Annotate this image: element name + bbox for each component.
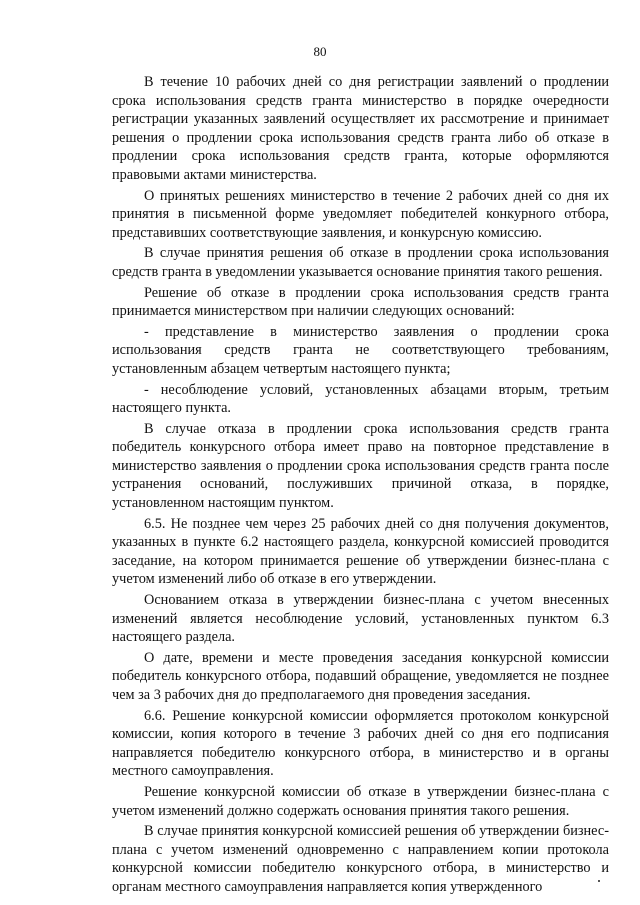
paragraph: В случае принятия решения об отказе в продлении срока использования средств гранта в уведомлении указывается основание принятия такого решения.: [112, 245, 609, 280]
paragraph: Решение конкурсной комиссии об отказе в утверждении бизнес-плана с учетом изменений должно содержать основания принятия такого решения.: [112, 783, 609, 819]
paragraph: Основанием отказа в утверждении бизнес-плана с учетом внесенных изменений является несоблюдение условий, установленных пунктом 6.3 настоящего раздела.: [112, 592, 609, 646]
page-number: 80: [313, 44, 327, 59]
paragraph: В случае отказа в продлении срока использования средств гранта победитель конкурсного отбора имеет право на повторное представление в министерство заявления о продлении срока использования средств гранта после устранения оснований, послуживших причиной отказа, в порядке, установленном настоящим пунктом.: [112, 420, 609, 512]
list-item: - представление в министерство заявления о продлении срока использования средств гранта не соответствующего требованиям, установленным абзацем четвертым настоящего пункта;: [112, 323, 609, 377]
list-item: - несоблюдение условий, установленных абзацами вторым, третьим настоящего пункта.: [112, 381, 609, 417]
paragraph: Решение об отказе в продлении срока использования средств гранта принимается министерством при наличии следующих оснований:: [112, 284, 609, 320]
paragraph: О дате, времени и месте проведения заседания конкурсной комиссии победитель конкурсного отбора, подавший обращение, уведомляется не позднее чем за 3 рабочих дня до предполагаемого дня проведения заседания.: [112, 649, 609, 703]
paragraph: 6.6. Решение конкурсной комиссии оформляется протоколом конкурсной комиссии, копия которого в течение 3 рабочих дней со дня его подписания направляется победителю конкурсного отбора, в министерство и в органы местного самоуправления.: [112, 707, 609, 780]
scan-speck: [598, 880, 600, 882]
document-body: [112, 73, 609, 899]
paragraph: О принятых решениях министерство в течение 2 рабочих дней со дня их принятия в письменной форме уведомляет победителей конкурного отбора, представивших соответствующие заявления, и конкурсную комиссию.: [112, 187, 609, 241]
paragraph: В течение 10 рабочих дней со дня регистрации заявлений о продлении срока использования средств гранта министерство в порядке очередности регистрации указанных заявлений осуществляет их рассмотрение и принимает решения о продлении срока использования средств гранта либо об отказе в продлении срока использования средств гранта, которые оформляются правовыми актами министерства.: [112, 74, 609, 183]
paragraph: В случае принятия конкурсной комиссией решения об утверждении бизнес-плана с учетом изменений одновременно с направлением копии протокола конкурсной комиссии победителю конкурсного отбора, в министерство и органам местного самоуправления направляется копия утвержденного: [112, 823, 609, 895]
paragraph: 6.5. Не позднее чем через 25 рабочих дней со дня получения документов, указанных в пункте 6.2 настоящего раздела, конкурсной комиссией проводится заседание, на котором принимается решение об утверждении бизнес-плана с учетом изменений либо об отказе в его утверждении.: [112, 515, 609, 588]
